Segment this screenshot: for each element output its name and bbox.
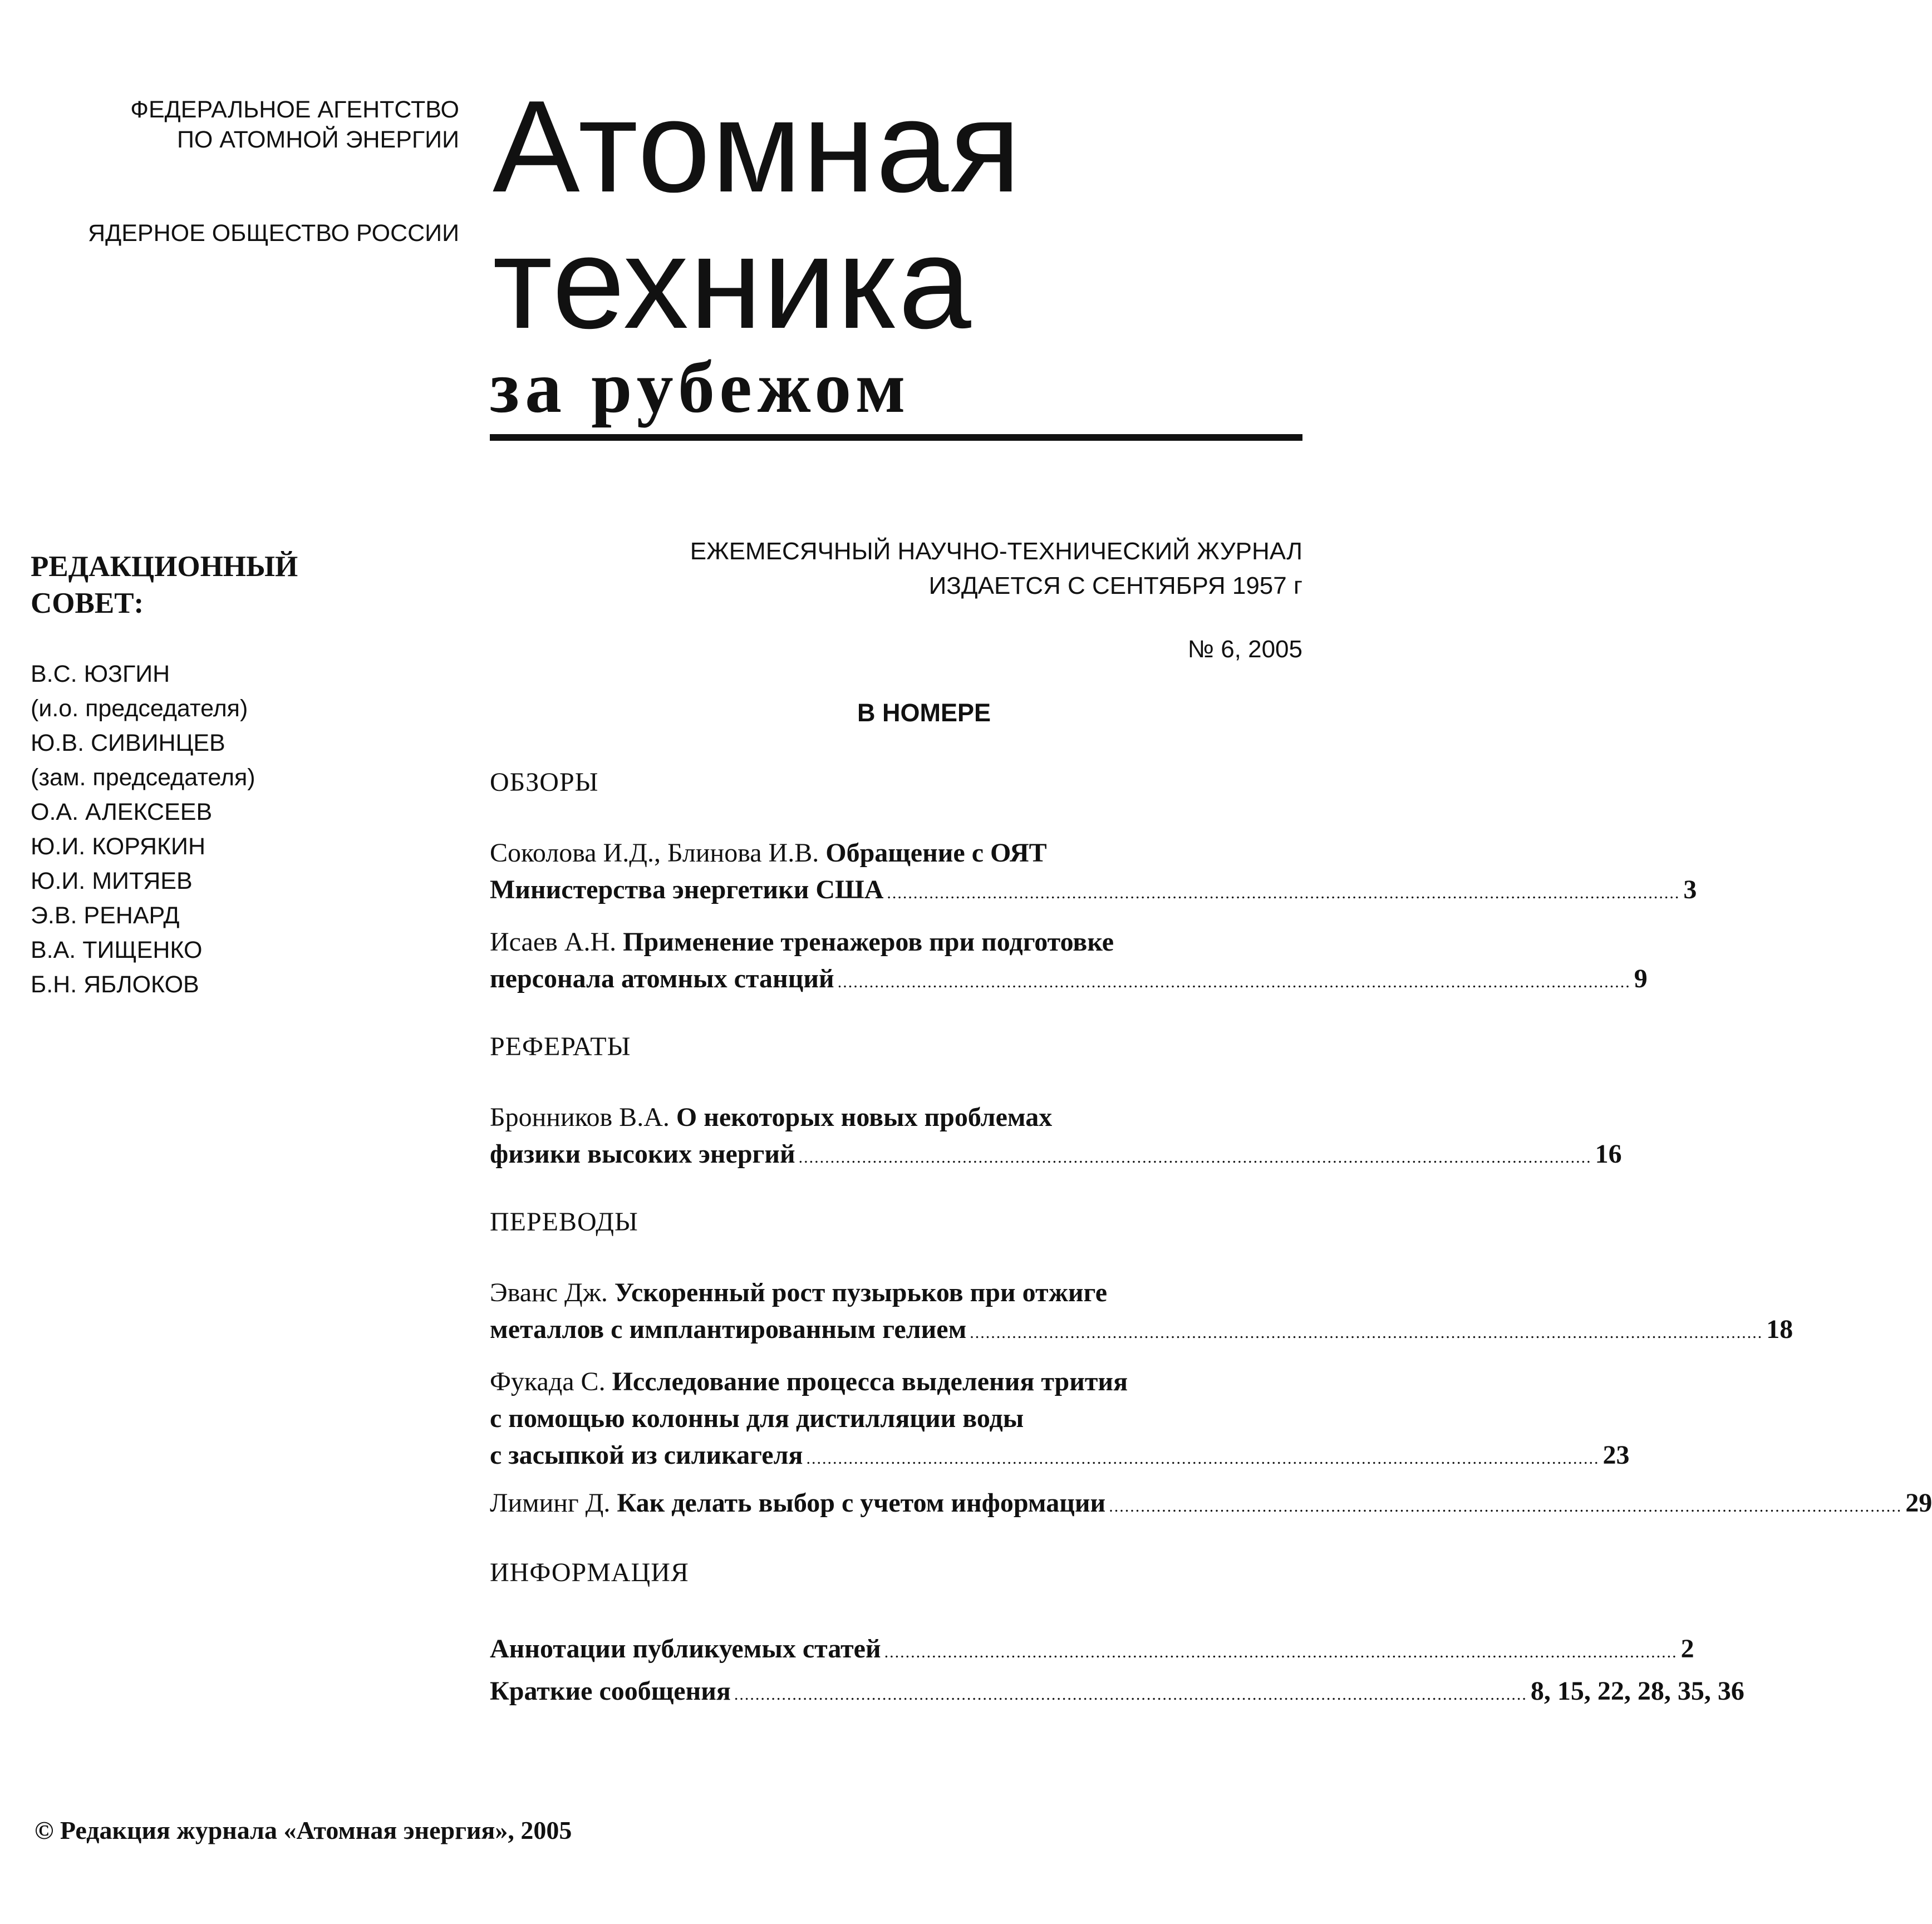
entry-authors: Лиминг Д.: [490, 1488, 611, 1518]
entry-page: 2: [1680, 1634, 1694, 1664]
entry-page: 3: [1683, 875, 1697, 904]
dot-leader: ......................................................................................................................................................: [1109, 1497, 1902, 1515]
dot-leader: ......................................................................................................................................................: [798, 1148, 1592, 1167]
entry-title: Обращение с ОЯТ: [825, 838, 1047, 868]
board-member-role: (зам. председателя): [31, 764, 255, 791]
toc-entry[interactable]: [490, 1364, 1630, 1477]
journal-type: ЕЖЕМЕСЯЧНЫЙ НАУЧНО-ТЕХНИЧЕСКИЙ ЖУРНАЛ: [690, 538, 1302, 565]
entry-title: Министерства энергетики США: [490, 875, 884, 904]
entry-page: 23: [1602, 1440, 1630, 1470]
journal-since: ИЗДАЕТСЯ С СЕНТЯБРЯ 1957 г: [928, 572, 1302, 599]
entry-title: Ускоренный рост пузырьков при отжиге: [614, 1278, 1108, 1307]
entry-authors: Эванс Дж.: [490, 1278, 608, 1307]
board-members: [31, 657, 255, 1002]
toc-entry[interactable]: [490, 1631, 1694, 1671]
entry-title: с помощью колонны для дистилляции воды: [490, 1404, 1024, 1433]
entry-title: с засыпкой из силикагеля: [490, 1440, 803, 1470]
copyright: © Редакция журнала «Атомная энергия», 2005: [35, 1816, 572, 1844]
board-member-role: (и.о. председателя): [31, 695, 248, 722]
dot-leader: ......................................................................................................................................................: [887, 884, 1680, 902]
board-member: Ю.И. КОРЯКИН: [31, 833, 205, 860]
entry-title: О некоторых новых проблемах: [676, 1103, 1053, 1132]
toc-entry[interactable]: [490, 924, 1648, 1001]
entry-authors: Исаев А.Н.: [490, 927, 617, 957]
dot-leader: ......................................................................................................................................................: [837, 973, 1631, 991]
toc-entry[interactable]: [490, 835, 1697, 912]
title-line-1: Атомная: [493, 73, 1022, 219]
board-member: Ю.И. МИТЯЕВ: [31, 868, 193, 894]
toc-entry[interactable]: [490, 1275, 1793, 1351]
entry-title: металлов с имплантированным гелием: [490, 1315, 967, 1344]
entry-authors: Фукада С.: [490, 1367, 606, 1396]
agency-name: [14, 95, 459, 155]
entry-page: 18: [1766, 1315, 1793, 1344]
entry-title: Краткие сообщения: [490, 1676, 731, 1706]
entry-title: Исследование процесса выделения трития: [612, 1367, 1128, 1396]
section-reviews: ОБЗОРЫ: [490, 767, 599, 797]
board-member: В.С. ЮЗГИН: [31, 661, 170, 687]
section-information: ИНФОРМАЦИЯ: [490, 1558, 689, 1587]
board-member: Б.Н. ЯБЛОКОВ: [31, 971, 199, 998]
entry-title: физики высоких энергий: [490, 1139, 795, 1169]
toc-entry[interactable]: [490, 1485, 1932, 1525]
agency-line-2: ПО АТОМНОЙ ЭНЕРГИИ: [177, 126, 459, 153]
entry-title: персонала атомных станций: [490, 964, 834, 993]
dot-leader: ......................................................................................................................................................: [806, 1449, 1600, 1468]
entry-title: Как делать выбор с учетом информации: [617, 1488, 1106, 1518]
entry-authors: Соколова И.Д., Блинова И.В.: [490, 838, 819, 868]
society-name: ЯДЕРНОЕ ОБЩЕСТВО РОССИИ: [88, 220, 459, 247]
board-member: В.А. ТИЩЕНКО: [31, 937, 203, 963]
entry-authors: Бронников В.А.: [490, 1103, 670, 1132]
journal-info: [690, 534, 1302, 603]
entry-page: 29: [1905, 1488, 1932, 1518]
dot-leader: ......................................................................................................................................................: [884, 1643, 1678, 1661]
section-abstracts: РЕФЕРАТЫ: [490, 1032, 631, 1061]
section-translations: ПЕРЕВОДЫ: [490, 1207, 638, 1237]
header-rule: [490, 434, 1302, 441]
dot-leader: ......................................................................................................................................................: [734, 1685, 1527, 1704]
entry-title: Аннотации публикуемых статей: [490, 1634, 881, 1664]
title-line-3: за рубежом: [490, 346, 911, 428]
issue-number: № 6, 2005: [1187, 636, 1302, 663]
board-member: Э.В. РЕНАРД: [31, 902, 180, 929]
in-issue-heading: В НОМЕРЕ: [857, 698, 991, 727]
entry-title: Применение тренажеров при подготовке: [623, 927, 1114, 957]
board-heading: [31, 548, 298, 622]
toc-entry[interactable]: [490, 1673, 1744, 1713]
entry-page: 16: [1595, 1139, 1622, 1169]
board-member: О.А. АЛЕКСЕЕВ: [31, 799, 213, 825]
dot-leader: ......................................................................................................................................................: [970, 1323, 1763, 1342]
board-member: Ю.В. СИВИНЦЕВ: [31, 730, 225, 756]
toc-entry[interactable]: [490, 1099, 1622, 1176]
board-heading-line-2: СОВЕТ:: [31, 587, 144, 619]
agency-line-1: ФЕДЕРАЛЬНОЕ АГЕНТСТВО: [130, 96, 459, 123]
title-line-2: техника: [493, 209, 972, 356]
entry-page: 9: [1634, 964, 1648, 993]
board-heading-line-1: РЕДАКЦИОННЫЙ: [31, 550, 298, 583]
entry-pages: 8, 15, 22, 28, 35, 36: [1530, 1676, 1744, 1706]
